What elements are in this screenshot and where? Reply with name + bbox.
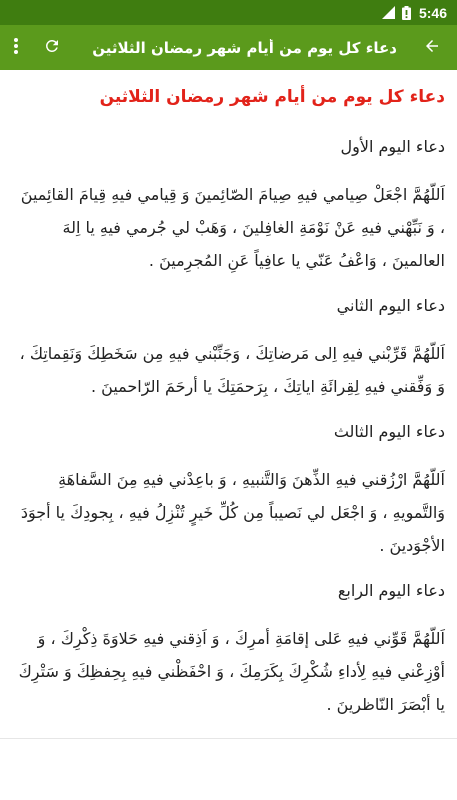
prayers-content[interactable]: [0, 70, 457, 738]
day-3-prayer: اَللّهُمَّ ارْزُقني فيهِ الذِّهنَ وَالتَّنبيهِ ، وَ باعِدْني فيهِ مِنَ السَّفاهَةِ وَالتَّمويهِ ، وَ اجْعَل لي نَصيباً مِن كُلِّ خَيرٍ تُنْزِلُ فيهِ ، بِجودِكَ يا أجوَدَ الأجْوَدينَ .: [20, 470, 445, 555]
day-3-title: دعاء اليوم الثالث: [333, 422, 445, 441]
status-bar: [0, 0, 457, 25]
day-2-title: دعاء اليوم الثاني: [336, 296, 445, 315]
arrow-back-icon: [423, 37, 441, 59]
day-2-prayer: اَللّهُمَّ قَرِّبْني فيهِ اِلى مَرضاتِكَ ، وَجَنِّبْني فيهِ مِن سَخَطِكَ وَنَقِماتِكَ ، وَ وَفِّقني فيهِ لِقِرائَةِ اياتِكَ ، بِرَحمَتِكَ يا أرحَمَ الرّاحمينَ .: [19, 344, 445, 396]
overflow-menu-button[interactable]: [0, 25, 32, 70]
day-1-prayer: اَللّهُمَّ اجْعَلْ صِيامي فيهِ صِيامَ الصّائِمينَ وَ قِيامي فيهِ قِيامَ القائِمينَ ، وَ نَبِّهْني فيهِ عَنْ نَوْمَةِ الغافِلينَ ، وَهَبْ لي جُرمي فيهِ يا اِلهَ العالمينَ ، وَاعْفُ عَنّي يا عافِياً عَنِ المُجرِمينَ .: [20, 185, 445, 270]
more-vert-icon: [13, 37, 19, 59]
day-4-prayer: اَللّهُمَّ قَوِّني فيهِ عَلى إقامَةِ أمرِكَ ، وَ اَذِقني فيهِ حَلاوَةَ ذِكْرِكَ ، وَ أوْزِعْني فيهِ لِأداءِ شُكْرِكَ بِكَرَمِكَ ، وَ احْفَظْني فيهِ بِحِفظِكَ وَ سَتْرِكَ يا أبْصَرَ النّاظرينَ .: [18, 629, 445, 714]
app-bar-title: دعاء كل يوم من أيام شهر رمضان الثلاثين: [92, 38, 397, 57]
day-1-title: دعاء اليوم الأول: [340, 137, 445, 156]
battery-icon: [402, 6, 411, 20]
day-4-title: دعاء اليوم الرابع: [337, 581, 445, 600]
back-button[interactable]: [407, 25, 457, 70]
signal-icon: [382, 6, 395, 19]
clock-time: 5:46: [418, 4, 447, 21]
refresh-button[interactable]: [32, 25, 72, 70]
page-heading: دعاء كل يوم من أيام شهر رمضان الثلاثين: [99, 87, 445, 107]
refresh-icon: [43, 37, 61, 59]
bottom-blank-area: [0, 738, 457, 800]
app-bar: [0, 25, 457, 70]
